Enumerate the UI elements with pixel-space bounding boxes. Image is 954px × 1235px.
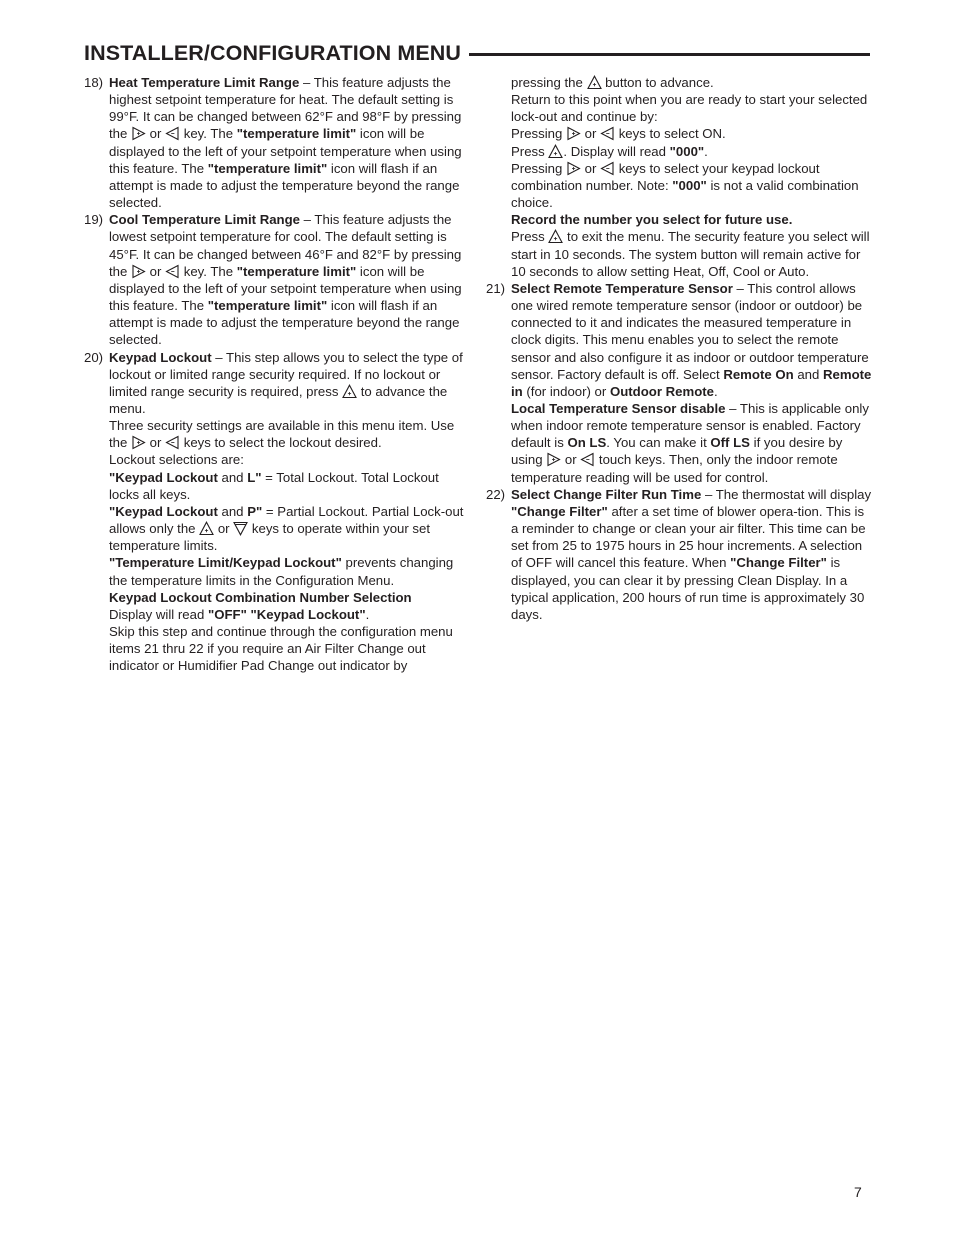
left-arrow-key-icon <box>165 126 180 141</box>
right-arrow-key-icon <box>131 126 146 141</box>
up-triangle-key-icon <box>587 75 602 90</box>
item-title: Heat Temperature Limit Range <box>109 75 300 90</box>
right-arrow-key-icon <box>131 435 146 450</box>
left-arrow-key-icon <box>580 452 595 467</box>
paragraph: "Keypad Lockout and P" = Partial Lockout. Partial Lock-out allows only the or keys to operate within your set temperature limits. <box>109 503 464 554</box>
up-triangle-key-icon <box>548 229 563 244</box>
header-rule <box>469 53 870 56</box>
left-arrow-key-icon <box>165 435 180 450</box>
item-title: Keypad Lockout <box>109 349 212 365</box>
item-title: Cool Temperature Limit Range <box>109 212 300 228</box>
paragraph: Pressing or keys to select ON. <box>511 126 726 142</box>
menu-item-21: 21) Select Remote Temperature Sensor – This control allows one wired remote temperature sensor (indoor or outdoor) be connected to it and indicates the measured temperature in clock digits. This menu enables you to select the remote sensor and also configure it as indoor or outdoor temperature sensor. Factory default is off. Select Remote On and Remote in (for indoor) or Outdoor Remote. Local Temperature Sensor disable – This is applicable only when indoor remote temperature sensor is enabled. Factory default is On LS. You can make it Off LS if you desire by using or touch keys. Then, only the indoor remote temperature reading will be used for control. <box>486 280 872 485</box>
subheading: Keypad Lockout Combination Number Selection <box>109 589 412 605</box>
paragraph: Press . Display will read "000". <box>511 143 708 159</box>
menu-item-18: 18) Heat Temperature Limit Range – This feature adjusts the highest setpoint temperature for heat. The default setting is 99°F. It can be changed between 62°F and 98°F by pressing the or key. The "temperature limit" icon will be displayed to the left of your setpoint temperature when using this feature. The "temperature limit" icon will flash if an attempt is made to adjust the temperature beyond the range selected. <box>84 75 462 211</box>
paragraph: Return to this point when you are ready to start your selected lock-out and continue by: <box>511 92 868 125</box>
right-arrow-key-icon <box>566 161 581 176</box>
item-title: Select Remote Temperature Sensor <box>511 280 733 296</box>
menu-item-20: 20) Keypad Lockout – This step allows you to select the type of lockout or limited range security required. If no lockout or limited range security is required, press to advance the menu. Three security settings are available in this menu item. Use the or keys to select the lockout desired. Lockout selections are: "Keypad Lockout and L" = Total Lockout. Total Lockout locks all keys. "Keypad Lockout and P" = Partial Lockout. Partial Lock-out allows only the or keys to operate within your set temperature limits. "Temperature Limit/Keypad Lockout" prevents changing the temperature limits in the Configuration Menu. Keypad Lockout Combination Number Selection Display will read "OFF" "Keypad Lockout". Skip this step and continue through the configuration menu items 21 thru 22 if you require an Air Filter Change out indicator or Humidifier Pad Change out indicator by <box>84 349 468 675</box>
down-triangle-key-icon <box>233 521 248 536</box>
item-title: Select Change Filter Run Time <box>511 486 702 502</box>
right-arrow-key-icon <box>131 264 146 279</box>
menu-item-19: 19) Cool Temperature Limit Range – This feature adjusts the lowest setpoint temperature for cool. The default setting is 45°F. It can be changed between 46°F and 82°F by pressing the or key. The "temperature limit" icon will be displayed to the left of your setpoint temperature when using this feature. The "temperature limit" icon will flash if an attempt is made to adjust the temperature beyond the range selected. <box>84 212 462 348</box>
paragraph: Pressing or keys to select your keypad lockout combination number. Note: "000" is not a valid combination choice. <box>511 160 859 211</box>
paragraph: Lockout selections are: <box>109 452 244 468</box>
paragraph: "Keypad Lockout and L" = Total Lockout. Total Lockout locks all keys. <box>109 469 439 502</box>
page-header <box>84 38 870 68</box>
page-title: INSTALLER/CONFIGURATION MENU <box>84 40 462 65</box>
paragraph: Press to exit the menu. The security feature you select will start in 10 seconds. The system button will remain active for 10 seconds to allow setting Heat, Off, Cool or Auto. <box>511 229 870 279</box>
paragraph: Three security settings are available in this menu item. Use the or keys to select the lockout desired. <box>109 418 455 451</box>
subheading: Record the number you select for future use. <box>511 212 793 228</box>
paragraph: Local Temperature Sensor disable – This is applicable only when indoor remote temperature sensor is enabled. Factory default is On LS. You can make it Off LS if you desire by using or touch keys. Then, only the indoor remote temperature reading will be used for control. <box>511 400 869 485</box>
left-column <box>84 74 468 674</box>
paragraph: "Temperature Limit/Keypad Lockout" prevents changing the temperature limits in the Configuration Menu. <box>109 555 454 588</box>
left-arrow-key-icon <box>165 264 180 279</box>
right-arrow-key-icon <box>566 126 581 141</box>
paragraph: Skip this step and continue through the configuration menu items 21 thru 22 if you require an Air Filter Change out indicator or Humidifier Pad Change out indicator by <box>109 624 453 674</box>
up-triangle-key-icon <box>548 144 563 159</box>
item-20-continued <box>486 74 872 280</box>
paragraph: pressing the button to advance. <box>511 75 714 90</box>
left-arrow-key-icon <box>600 126 615 141</box>
paragraph: Display will read "OFF" "Keypad Lockout". <box>109 606 370 622</box>
left-arrow-key-icon <box>600 161 615 176</box>
up-triangle-key-icon <box>342 384 357 399</box>
right-column <box>486 74 872 623</box>
menu-item-22: 22) Select Change Filter Run Time – The thermostat will display "Change Filter" after a set time of blower opera-tion. This is a reminder to change or clean your air filter. This time can be set from 25 to 1975 hours in 25 hour increments. A selection of OFF will cancel this feature. When "Change Filter" is displayed, you can clear it by pressing Clean Display. In a typical application, 200 hours of run time is approximately 30 days. <box>486 486 872 622</box>
page-number: 7 <box>854 1184 862 1200</box>
up-triangle-key-icon <box>199 521 214 536</box>
right-arrow-key-icon <box>546 452 561 467</box>
